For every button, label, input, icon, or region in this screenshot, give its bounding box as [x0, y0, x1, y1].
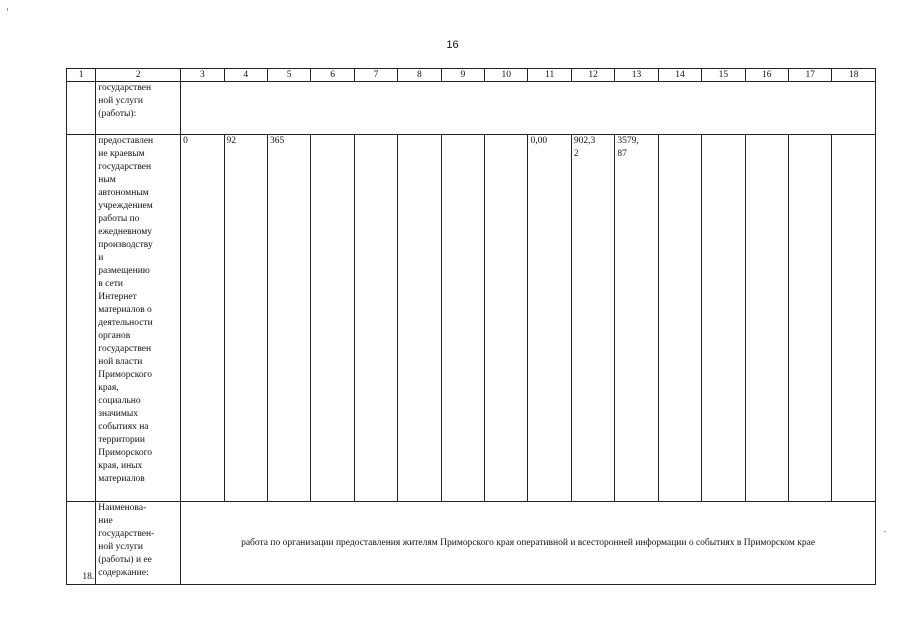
service-content-cell: работа по организации предоставления жителям Приморского края оперативной и всесторонней информации о событиях в Приморском крае	[181, 502, 876, 585]
value-cell: 3579, 87	[615, 135, 658, 502]
row-number-cell	[67, 135, 96, 502]
column-header: 16	[745, 69, 788, 82]
column-header: 7	[354, 69, 397, 82]
column-header: 17	[789, 69, 832, 82]
column-header: 12	[571, 69, 614, 82]
value-cell	[702, 135, 745, 502]
column-header: 14	[658, 69, 701, 82]
scan-mark	[884, 531, 886, 532]
service-label-cell: Наименова- ние государствен- ной услуги (работы) и ее содержание:	[96, 502, 181, 585]
table-row	[67, 502, 876, 585]
value-cell	[789, 135, 832, 502]
value-cell	[311, 135, 354, 502]
empty-merged-cell	[181, 82, 876, 135]
column-header: 8	[398, 69, 441, 82]
column-header: 4	[224, 69, 267, 82]
table-row	[67, 135, 876, 502]
service-name-cell: государствен ной услуги (работы):	[96, 82, 181, 135]
column-header: 1	[67, 69, 96, 82]
column-header: 3	[181, 69, 224, 82]
value-cell	[832, 135, 876, 502]
row-number-cell	[67, 82, 96, 135]
service-description-cell: предоставлен ие краевым государствен ным автономным учреждением работы по ежедневному производству и размещению в сети Интернет материалов о деятельности органов государствен ной власти Приморского края, социально значимых событиях на территории Приморского края, иных материалов	[96, 135, 181, 502]
value-cell	[658, 135, 701, 502]
table-row	[67, 82, 876, 135]
value-cell	[398, 135, 441, 502]
page-number: 16	[446, 39, 459, 51]
column-header: 13	[615, 69, 658, 82]
header-row	[67, 69, 876, 82]
data-table	[66, 68, 876, 585]
column-header: 5	[267, 69, 310, 82]
column-header: 11	[528, 69, 571, 82]
column-header: 18	[832, 69, 876, 82]
scan-mark	[7, 8, 8, 11]
value-cell: 902,3 2	[571, 135, 614, 502]
value-cell	[485, 135, 528, 502]
column-header: 15	[702, 69, 745, 82]
value-cell: 0,00	[528, 135, 571, 502]
column-header: 6	[311, 69, 354, 82]
value-cell: 0	[181, 135, 224, 502]
value-cell	[745, 135, 788, 502]
value-cell	[441, 135, 484, 502]
value-cell	[354, 135, 397, 502]
column-header: 2	[96, 69, 181, 82]
value-cell: 92	[224, 135, 267, 502]
column-header: 10	[485, 69, 528, 82]
column-header: 9	[441, 69, 484, 82]
value-cell: 365	[267, 135, 310, 502]
row-number-cell: 18.	[67, 502, 96, 585]
